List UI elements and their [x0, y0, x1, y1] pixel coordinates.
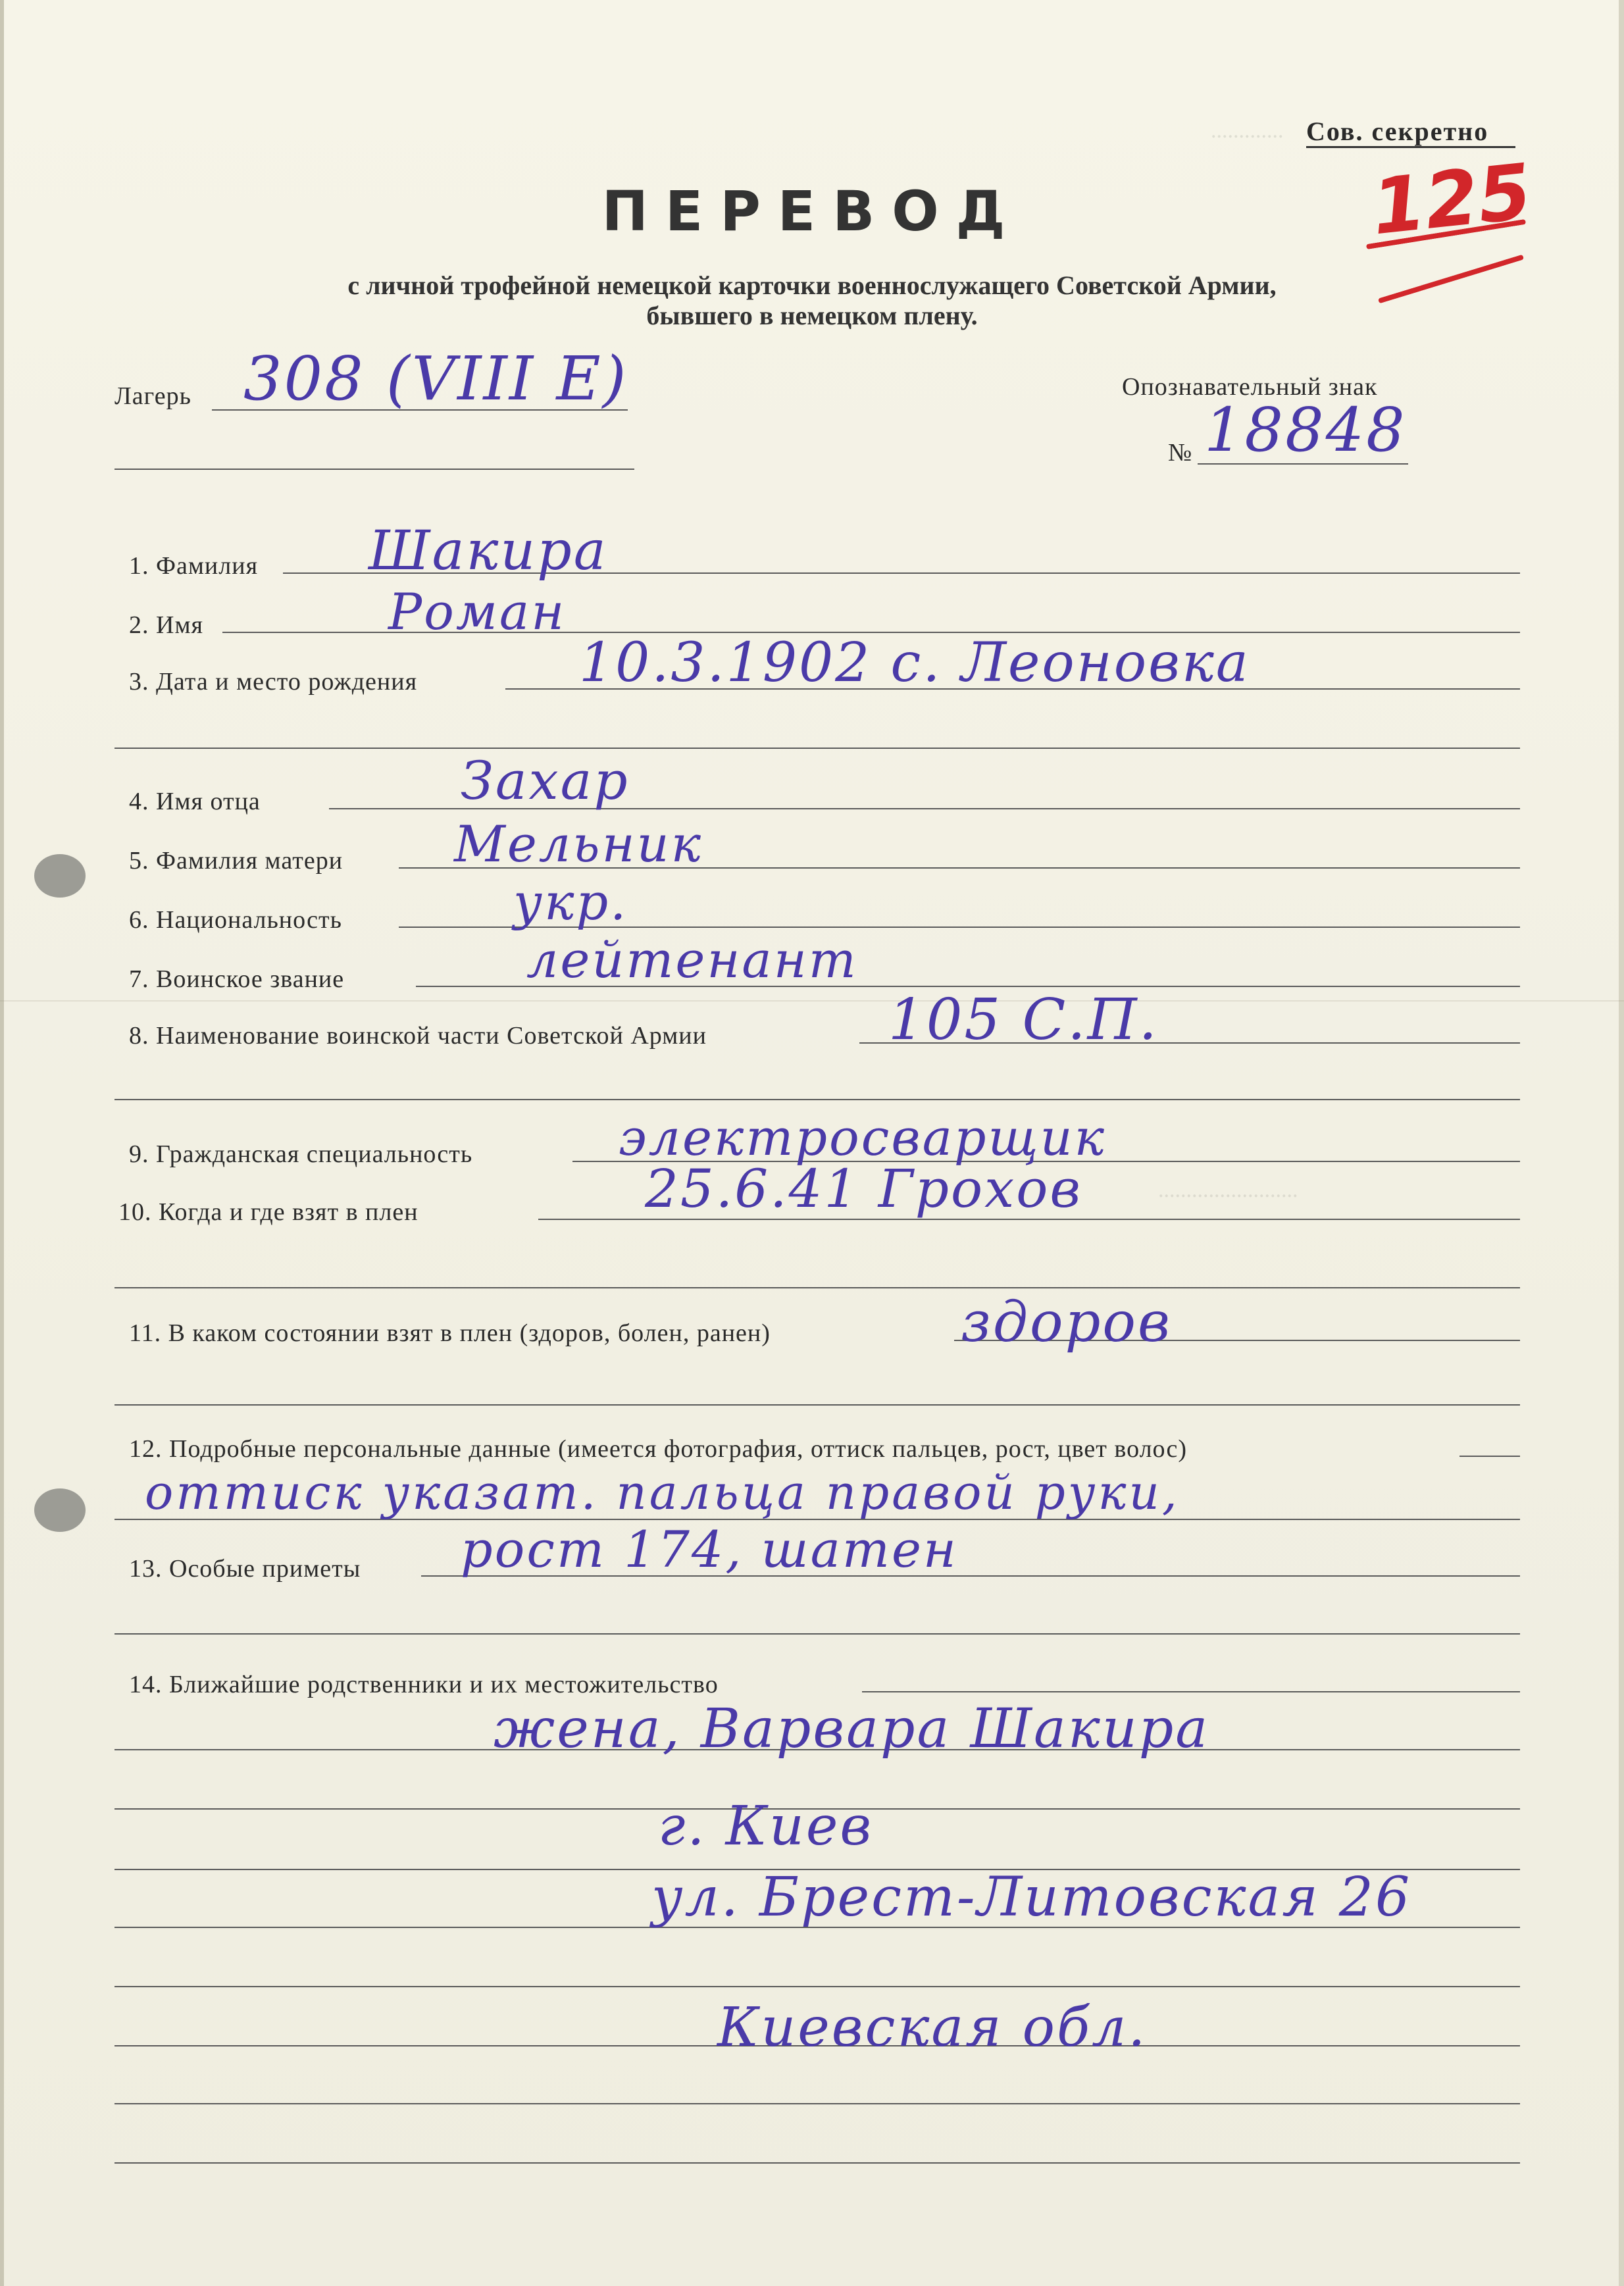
paper-fold [0, 1000, 1624, 1002]
id-tag-label: Опознавательный знак [1122, 373, 1378, 401]
field-relatives-value-line1: жена, Варвара Шакира [494, 1698, 1210, 1760]
paper-edge-left [0, 0, 4, 2286]
field-captured-value: 25.6.41 Грохов [645, 1158, 1082, 1219]
field-father-name-value: Захар [461, 750, 630, 811]
field-special-marks-label: 13. Особые приметы [129, 1555, 361, 1583]
document-subtitle-line1: с личной трофейной немецкой карточки военнослужащего Советской Армии, [347, 270, 1277, 300]
field-relatives-value-line4: Киевская обл. [717, 1996, 1148, 2059]
field-unit-label: 8. Наименование воинской части Советской Армии [129, 1022, 707, 1050]
field-birth-value: 10.3.1902 с. Леоновка [579, 632, 1250, 694]
field-surname-value: Шакира [368, 520, 608, 582]
document-title: ПЕРЕВОД [601, 179, 1023, 243]
field-nationality-value: укр. [513, 873, 628, 931]
field-condition-label: 11. В каком состоянии взят в плен (здоров, болен, ранен) [129, 1319, 771, 1347]
classification-underline [1306, 146, 1515, 148]
field-relatives-value-line2: г. Киев [658, 1795, 874, 1858]
field-first-name-value: Роман [388, 582, 567, 641]
id-tag-value: 18848 [1204, 395, 1407, 465]
punch-hole [34, 854, 86, 898]
camp-value: 308 (VIII E) [243, 343, 628, 414]
field-surname-label: 1. Фамилия [129, 552, 259, 580]
field-relatives-line [862, 1691, 1520, 1692]
punch-hole [34, 1488, 86, 1532]
classification-stamp: Сов. секретно [1306, 116, 1489, 146]
field-mother-surname-label: 5. Фамилия матери [129, 847, 343, 875]
bleed-through-mark: ............. [1211, 118, 1284, 143]
field-nationality-label: 6. Национальность [129, 906, 342, 934]
field-civil-profession-value: электросварщик [619, 1108, 1106, 1167]
field-personal-data-label: 12. Подробные персональные данные (имеется фотография, оттиск пальцев, рост, цвет волос) [129, 1435, 1187, 1463]
field-captured-line-2 [114, 1287, 1520, 1288]
field-rank-label: 7. Воинское звание [129, 965, 345, 993]
field-special-marks-line-2 [114, 1633, 1520, 1635]
camp-label: Лагерь [114, 382, 191, 410]
field-condition-value: здоров [961, 1290, 1172, 1354]
field-birth-line-2 [114, 748, 1520, 749]
field-relatives-line-9 [114, 2162, 1520, 2164]
field-relatives-line-6 [114, 1986, 1520, 1987]
paper-edge-right [1619, 0, 1624, 2286]
field-condition-line-2 [114, 1404, 1520, 1406]
field-first-name-label: 2. Имя [129, 611, 203, 639]
field-rank-value: лейтенант [526, 930, 858, 989]
sheet-number: 125 [1367, 147, 1536, 253]
field-father-name-label: 4. Имя отца [129, 788, 261, 815]
camp-line-2 [114, 469, 634, 470]
field-civil-profession-label: 9. Гражданская специальность [129, 1140, 473, 1168]
document-subtitle-line2: бывшего в немецком плену. [646, 301, 978, 330]
field-relatives-label: 14. Ближайшие родственники и их местожительство [129, 1671, 719, 1698]
field-birth-label: 3. Дата и место рождения [129, 668, 418, 696]
field-relatives-line-8 [114, 2103, 1520, 2104]
id-tag-number-sign: № [1168, 439, 1193, 467]
field-unit-line-2 [114, 1099, 1520, 1100]
field-relatives-value-line3: ул. Брест-Литовская 26 [651, 1866, 1412, 1929]
field-mother-surname-value: Мельник [454, 815, 703, 873]
field-personal-data-line [1459, 1456, 1520, 1457]
field-unit-value: 105 С.П. [888, 987, 1159, 1053]
bleed-through-mark: ......................... [1158, 1178, 1298, 1202]
field-personal-data-value: оттиск указат. пальца правой руки, [145, 1465, 1180, 1520]
field-captured-label: 10. Когда и где взят в плен [118, 1198, 419, 1226]
field-special-marks-value: рост 174, шатен [461, 1520, 958, 1579]
